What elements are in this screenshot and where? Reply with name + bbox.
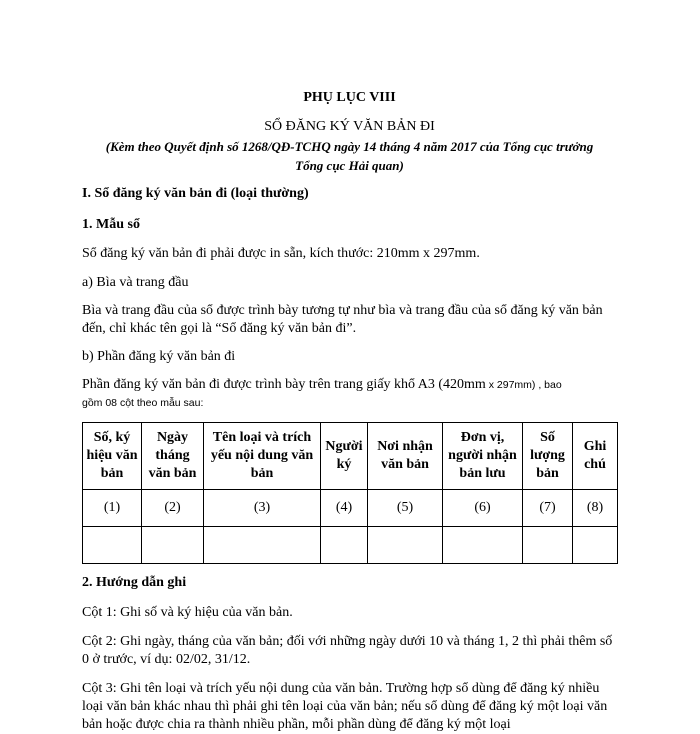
header-cell: Tên loại và trích yếu nội dung văn bản xyxy=(204,423,321,490)
header-cell: Đơn vị, người nhận bản lưu xyxy=(443,423,523,490)
sub1-heading: 1. Mẫu sổ xyxy=(82,217,140,232)
number-cell: (2) xyxy=(142,490,204,527)
appendix-title: PHỤ LỤC VIII xyxy=(303,90,396,105)
header-cell: Số, ký hiệu văn bản xyxy=(83,423,142,490)
table-number-row xyxy=(83,490,618,527)
empty-cell xyxy=(83,527,142,564)
para-b-small2: gồm 08 cột theo mẫu sau: xyxy=(82,397,204,409)
empty-cell xyxy=(573,527,618,564)
number-cell: (1) xyxy=(83,490,142,527)
number-cell: (5) xyxy=(368,490,443,527)
item-b: b) Phần đăng ký văn bản đi xyxy=(82,349,236,364)
para-b xyxy=(82,376,617,412)
header-cell: Người ký xyxy=(321,423,368,490)
number-cell: (7) xyxy=(523,490,573,527)
col3-instruction: Cột 3: Ghi tên loại và trích yếu nội dung của văn bản. Trường hợp sổ dùng để đăng ký nhiều loại văn bản khác nhau thì phải ghi tên loại của văn bản; nếu sổ dùng để đăng ký một loại văn bản hoặc được chia ra thành nhiều phần, mỗi phần dùng để đăng ký một loại xyxy=(82,681,608,732)
section1-heading: I. Sổ đăng ký văn bản đi (loại thường) xyxy=(82,186,309,201)
empty-cell xyxy=(443,527,523,564)
empty-cell xyxy=(368,527,443,564)
document-page xyxy=(82,88,617,734)
header-cell: Ghi chú xyxy=(573,423,618,490)
number-cell: (8) xyxy=(573,490,618,527)
header-cell: Nơi nhận văn bản xyxy=(368,423,443,490)
header-cell: Số lượng bản xyxy=(523,423,573,490)
empty-cell xyxy=(523,527,573,564)
para-b-small1: x 297mm) , bao xyxy=(485,379,562,391)
para-a: Bìa và trang đầu của sổ được trình bày tương tự như bìa và trang đầu của sổ đăng ký văn bản đến, chỉ khác tên gọi là “Sổ đăng ký văn bản đi”. xyxy=(82,303,603,336)
header-cell: Ngày tháng văn bản xyxy=(142,423,204,490)
table-header-row xyxy=(83,423,618,490)
table-empty-row xyxy=(83,527,618,564)
empty-cell xyxy=(321,527,368,564)
register-table xyxy=(82,422,618,564)
col2-instruction: Cột 2: Ghi ngày, tháng của văn bản; đối với những ngày dưới 10 và tháng 1, 2 thì phải thêm số 0 ở trước, ví dụ: 02/02, 31/12. xyxy=(82,634,613,667)
number-cell: (6) xyxy=(443,490,523,527)
para-b-start: Phần đăng ký văn bản đi được trình bày trên trang giấy khổ A3 (420mm xyxy=(82,377,486,392)
document-subtitle: (Kèm theo Quyết định số 1268/QĐ-TCHQ ngày 14 tháng 4 năm 2017 của Tổng cục trưởng Tổng cục Hải quan) xyxy=(105,139,594,173)
number-cell: (3) xyxy=(204,490,321,527)
empty-cell xyxy=(204,527,321,564)
item-a: a) Bìa và trang đầu xyxy=(82,275,189,290)
col1-instruction: Cột 1: Ghi số và ký hiệu của văn bản. xyxy=(82,605,293,620)
sub2-heading: 2. Hướng dẫn ghi xyxy=(82,575,187,590)
document-title: SỔ ĐĂNG KÝ VĂN BẢN ĐI xyxy=(264,119,435,134)
number-cell: (4) xyxy=(321,490,368,527)
para-size: Sổ đăng ký văn bản đi phải được in sẵn, kích thước: 210mm x 297mm. xyxy=(82,246,480,261)
empty-cell xyxy=(142,527,204,564)
